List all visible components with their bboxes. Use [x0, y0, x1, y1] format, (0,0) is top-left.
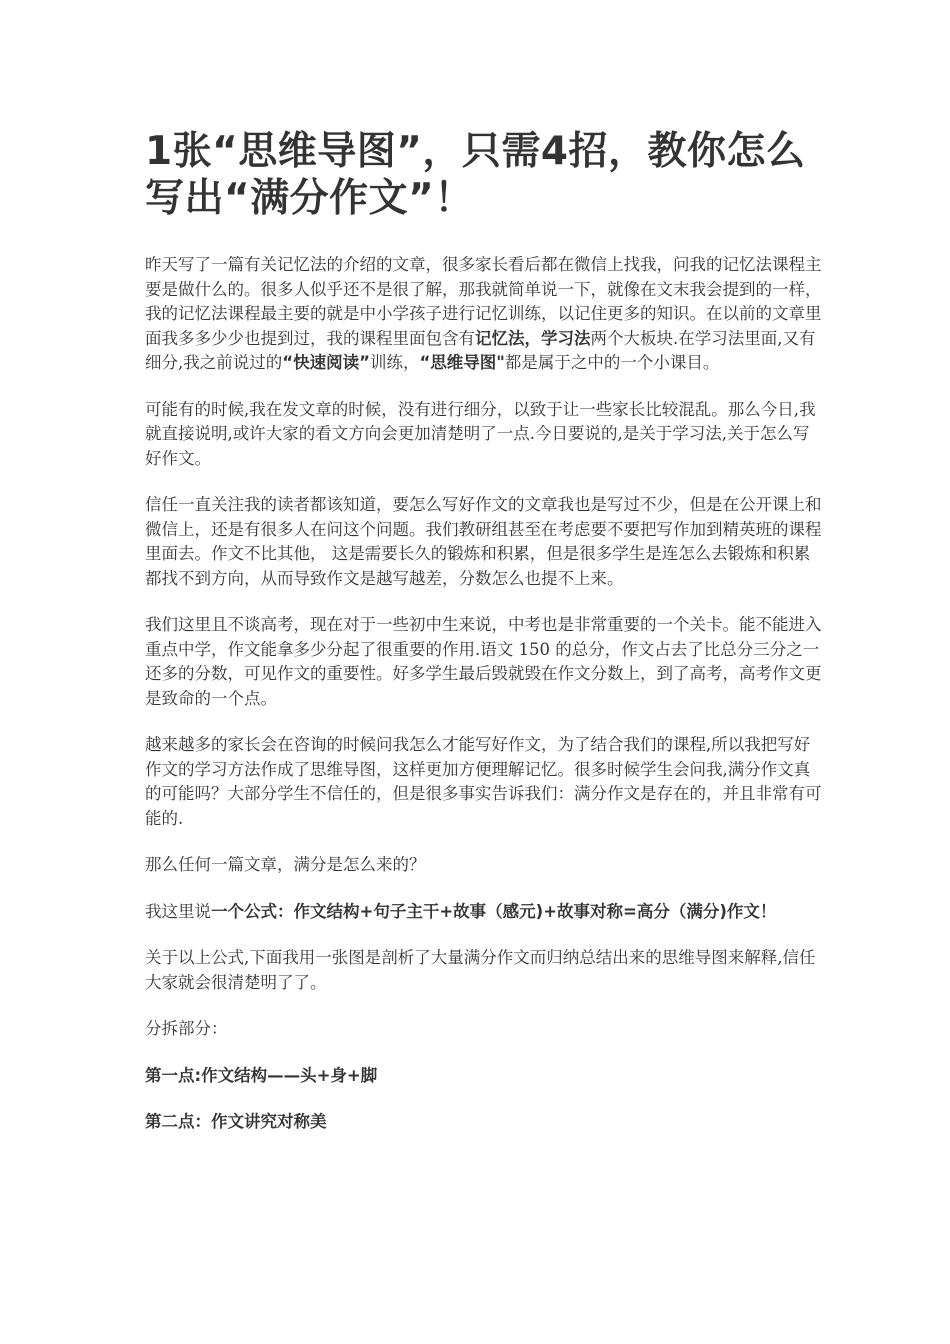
paragraph-full-score: 越来越多的家长会在咨询的时候问我怎么才能写好作文，为了结合我们的课程,所以我把写好作文的学习方法作成了思维导图，这样更加方便理解记忆。很多时候学生会问我,满分作文真的可能吗？大部分学生不信任的，但是很多事实告诉我们：满分作文是存在的，并且非常有可能的. [145, 735, 822, 828]
paragraph-explanation: 关于以上公式,下面我用一张图是剖析了大量满分作文而归纳总结出来的思维导图来解释,信任大家就会很清楚明了了。 [145, 948, 816, 992]
point-one-heading: 第一点:作文结构——头+身+脚 [145, 1065, 378, 1085]
formula-lead: 我这里说 [145, 901, 211, 921]
paragraph-writing-problem: 信任一直关注我的读者都该知道，要怎么写好作文的文章我也是写过不少，但是在公开课上和微信上，还是有很多人在问这个问题。我们教研组甚至在考虑要不要把写作加到精英班的课程里面去。作文不比其他， 这是需要长久的锻炼和积累，但是很多学生是连怎么去锻炼和积累都找不到方向，从而导致作文是越写越差，分数怎么也提不上来。 [145, 495, 822, 588]
intro-bold-fast-reading: “快速阅读” [282, 353, 370, 372]
article-title: 1张“思维导图”，只需4招，教你怎么写出“满分作文”！ [145, 129, 806, 221]
intro-bold-mind-map: “思维导图" [419, 353, 505, 372]
point-two-heading: 第二点：作文讲究对称美 [145, 1112, 327, 1131]
paragraph-exam-importance: 我们这里且不谈高考，现在对于一些初中生来说，中考也是非常重要的一个关卡。能不能进入重点中学，作文能拿多少分起了很重要的作用.语文 150 的总分，作文占去了比总分三分之一还多的分数，可见作文的重要性。好多学生最后毁就毁在作文分数上，到了高考，高考作文更是致命的一个点。 [145, 615, 822, 708]
intro-text-4: 都是属于之中的一个小课目。 [504, 353, 720, 372]
intro-text-3: 训练， [369, 353, 420, 372]
article [145, 128, 825, 1157]
paragraph-intro [145, 253, 825, 376]
intro-text-1: 昨天写了一篇有关记忆法的介绍的文章，很多家长看后都在微信上找我，问我的记忆法课程主要是做什么的。很多人似乎还不是很了解，那我就简单说一下，就像在文末我会提到的一样，我的记忆法课程最主要的就是中小学孩子进行记忆训练，以记住更多的知识。在以前的文章里面我多多少少也提到过，我的课程里面包含有 [145, 255, 822, 348]
intro-text-2: 两个大板块.在学习法里面,又有细分,我之前说过的 [145, 328, 816, 372]
intro-bold-methods: 记忆法，学习法 [475, 328, 591, 348]
paragraph-clarification: 可能有的时候,我在发文章的时候，没有进行细分，以致于让一些家长比较混乱。那么今日,我就直接说明,或许大家的看文方向会更加清楚明了一点.今日要说的,是关于学习法,关于怎么写好作文。 [145, 399, 816, 468]
paragraph-question: 那么任何一篇文章，满分是怎么来的？ [145, 855, 426, 874]
paragraph-formula [145, 900, 825, 925]
formula-bold: 一个公式：作文结构+句子主干+故事（感元)+故事对称=高分（满分)作文！ [211, 901, 777, 921]
paragraph-breakdown: 分拆部分： [145, 1019, 228, 1038]
